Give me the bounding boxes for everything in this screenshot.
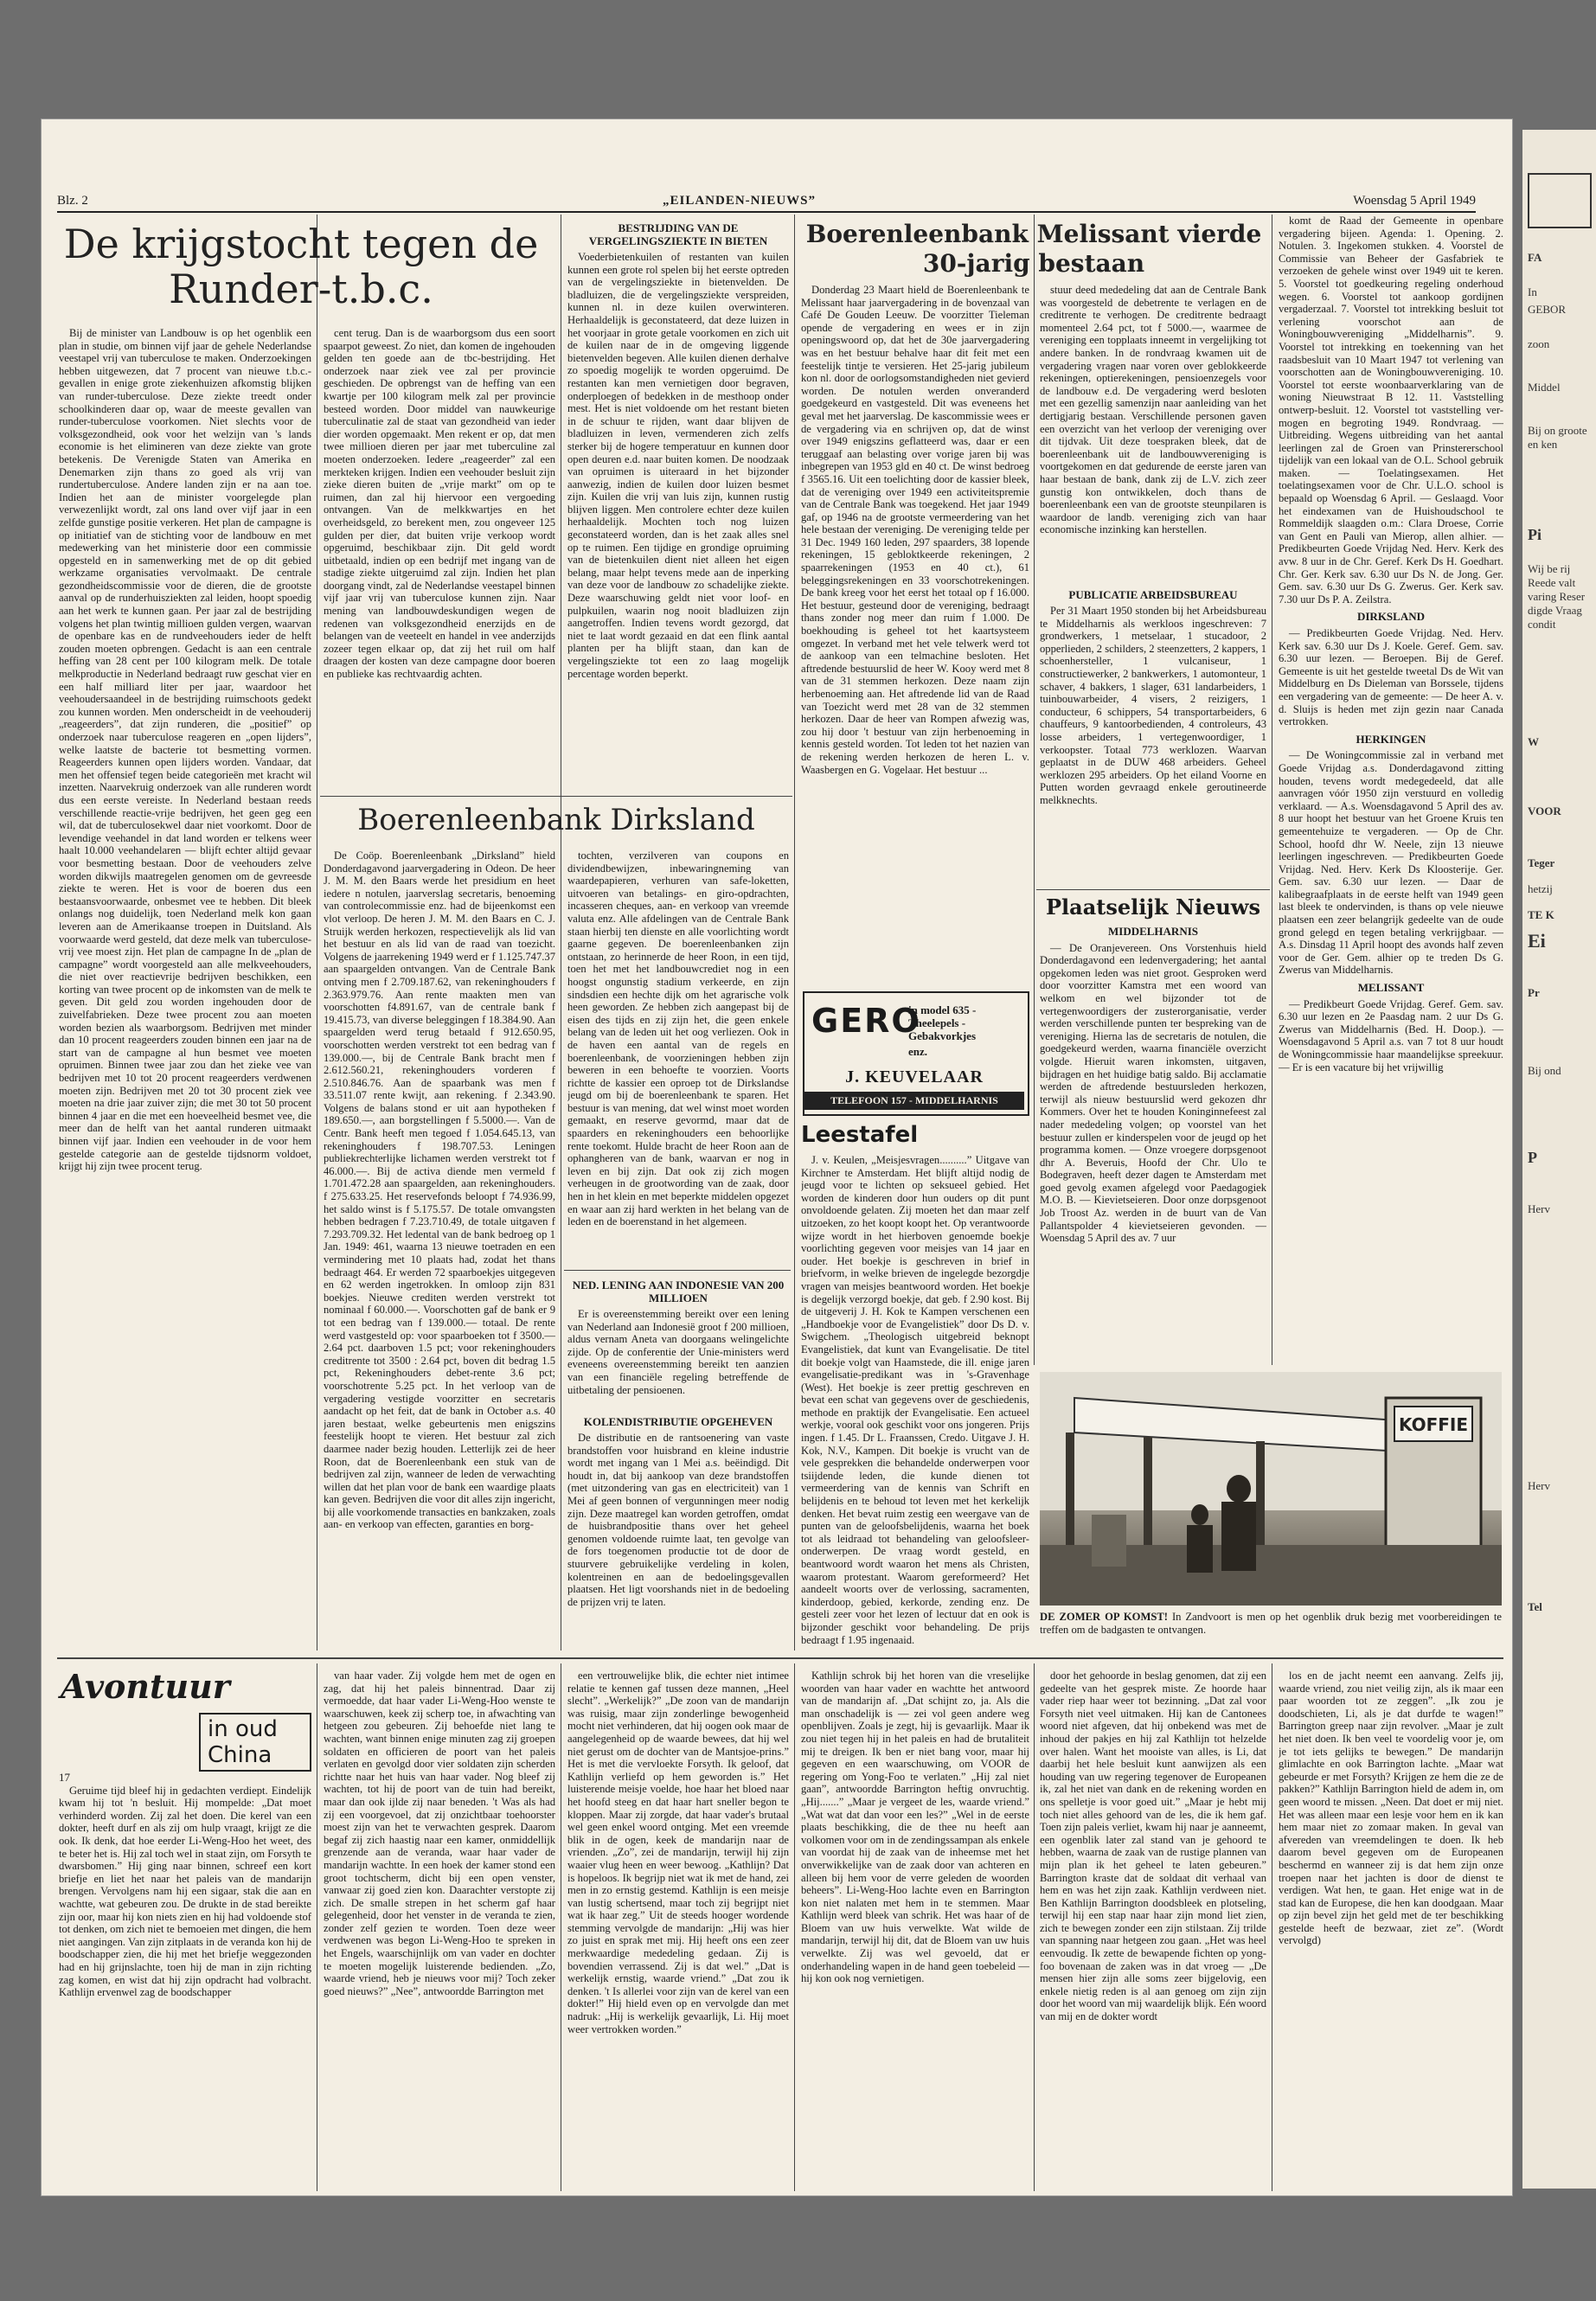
vergelingsziekte-headline: BESTRIJDING VAN DE VERGELINGSZIEKTE IN BIETEN [588,221,768,247]
arbeidsbureau-headline: PUBLICATIE ARBEIDSBUREAU [1068,588,1238,601]
serial-column-6: los en de jacht neemt een aanvang. Zelfs jij, waarde vriend, zou niet veilig zijn, als ik maar een paar woorden tot ze zeggen”. „Ik zou je doodschieten, Li, als je dat durfde te wagen!” Barrington greep naar zijn revolver. „Maar je zult het niet doen. Ik ben veel te voordelig voor je, om je tot iets gelijks te bewegen.” De mandarijn glimlachte en ook Barrington lachte. „Maar wat gebeurde er met Forsyth? Krijgen ze hem die ze de pakken?” Kathlijn Barrington hield de adem in, om geen woord te missen. „Neen. Dat doet er mij niet. Het was alleen maar een lesje voor hem en ik kan hem maar niet zo zomaar maken. In geval van afvereden van vreemdelingen te doen. Ik heb daarom bevel gegeven om de Europeanen beschermd en wanneer zij is dat hem zijn onze troepen naar het jachten is door de dienst te verdigen. Wat hen, te gaan. Het enige wat in de stad kan de Europese, die hen kan doodgaan. Maar op zijn bevel zijn het geld met de ter beschikking gestelde heeft de bezwaar, ziet ze”. (Wordt vervolgd) [1279,1670,1503,1947]
zandvoort-photo-drawing [1040,1372,1502,1606]
photo-caption [1040,1611,1502,1645]
kolendistributie-article: KOLENDISTRIBUTIE OPGEHEVEN De distributie en de rantsoenering van vaste brandstoffen voor huisbrand en kleine industrie wordt met ingang van 1 Mei a.s. beëindigd. Dit houdt in, dat bij aankoop van deze brandstoffen (met uitzondering van gas en electriciteit) van 1 Mei af geen bonnen of vergunningen meer nodig zijn. Deze maatregel kan worden getroffen, omdat de huisbrandpositie thans over het geheel genomen voldoende ruimte laat, ten gevolge van de fors toegenomen productie tot de door de stuurvere gebruikelijke verdeling in kolen, kolentreinen en aan de bedoelingsgevallen plaatsen. Het ligt voorshands niet in de bedoeling de prijzen vrij te laten. [567,1415,789,1608]
dirksland-bank-column-1: De Coöp. Boerenleenbank „Dirksland” hield Donderdagavond jaarvergadering in Odeon. De heer J. M. M. den Baars werde het presidium en heet iedere n notulen, jaarverslag secretaris, benoeming van controlecommissie enz. had de bijeenkomst een vlot verloop. De heren J. M. M. den Baars en C. J. Struijk werden herkozen, respectievelijk als lid van het bestuur en als lid van de raad van toezicht. Volgens de jaarrekening 1949 werd er f 1.125.747.37 aan spaargelden ontvangen. Van de Centrale Bank ontving men f 2.709.187.62, van rekeninghouders f 2.363.979.76. Aan rente maakten men van voorschotten f4.891.67, van de centrale bank f 19.415.73, van diverse beleggingen f 18.384.90. Aan spaargelden werd terug betaald f 912.650.95, voorschotten werden verstrekt tot een bedrag van f 139.000.—, bij de Centrale Bank bracht men f 2.612.560.21, rekeninghouders vorderen f 2.510.846.76. Aan de spaarbank was men f 33.511.07 rente kwijt, aan rekening. f 2.343.90. Volgens de balans stond er uit aan hypotheken f 189.650.—, aan borgstellingen f 5.5000.—. Van de Centr. Bank heeft men tegoed f 1.054.645.13, van rekeninghouders f 198.707.53. Leningen publiekrechterlijke lichamen werden verstrekt tot f 46.000.—. Bij de activa diende men vermeld f 1.701.472.28 aan spaargelden, aan rekeninghouders. f 275.633.25. Het reservefonds beloopt f 74.936.99, het saldo winst is f 5.175.57. De totale omvangsten hebben bedragen f 7.23.710.49, de totale uitgaven f 7.293.709.32. Het ledental van de bank bedroeg op 1 Jan. 1949: 461, waarna 13 nieuwe toetraden en een vermindering met 10 plaats had, zodat het thans bedraagt 464. Er werden 72 spaarboekjes uitgegeven en 62 werden ingetrokken. In omloop zijn 831 boekjes. Nieuwe crediten werden verstrekt tot nominaal f 60.000.—. Voorschotten gaf de bank er 9 tot een bedrag van f 139.000.— totaal. De rente werd vastgesteld op: voor spaarboeken tot f 3500.— 2.64 pct. daarboven 1.5 pct; voor rekeninghouders creditrente tot 3500 : 2.64 pct, boven dit bedrag 1.5 pct, Rekeninghouders debet-rente 3.6 pct; voorschotrente 5.25 pct. In het verloop van de vergadering vestigde voorzitter en secretaris aandacht op het feit, dat de bank in October a.s. 40 jaren bestaat, welke gebeurtenis men enigszins feestelijk hoopt te vieren. Het bestuur zal zich daarmee nader bezig houden. Letterlijk zei de heer Roon, dat de Boerenleenbank een stuk van de bedrijven zal zijn, wanneer de leden de verwachting willen dat het plan voor de bank een waardige plaats kan geven. Bedrijven die voor dit alles zijn ingericht, bij alle voorkomende transacties en bankzaken, zoals aan- en verkoop van effecten, garanties en borg- [324,849,555,1531]
leestafel-article: Leestafel J. v. Keulen, „Meisjesvragen..........” Uitgave van Kirchner te Amsterdam. Het blijft altijd nodig de jeugd voor te lichten op seksueel gebied. Het worden de kinderen door hun ouders op dit punt onvoldoende gelaten. Zij moeten het dan maar zelf uitzoeken, zo het koopt koopt het. Op verantwoorde wijze wordt in het hierboven genoemde boekje voorlichting gegeven voor meisjes van 14 jaar en ouder. Het boekje is geschreven in brief in briefvorm, in welke brieven de ingelegde bezorgdje vragen van meisjes beantwoord worden. Het boekje is degelijk verzorgd boekje, dat geb. f 2.90 kost. Bij de uitgeverij J. H. Kok te Kampen verschenen een „Handboekje voor de Evangelistiek” door Ds D. v. Swigchem. „Theologisch uitgebreid beknopt Evangelistiek, dat kunt van Evangelisatie. De titel dit boekje volgt van Haamstede, die ill. enige jaren evangelisatie-predikant was in 's-Gravenhage (West). Het boekje is zeer prettig geschreven en bevat een schat van gegevens over de geschiedenis, methode en praktijk der Evangelisatie. Een actueel werkje, vooral ook geschikt voor ons jongeren. Prijs ingen. f 1.45. Dr L. Fraanssen, Credo. Uitgave J. H. Kok, N.V., Kampen. Dit boekje is vrucht van de vele gesprekken die behandelde onderwerpen voor tsiijdende leden, die kunde dienen tot vermeerdering van de kennis van Schrift en belijdenis en te behoud tot leven met het kerkelijk denken. Het bevat ruim zestig een weergave van de punten van de geloofsbelijdenis, waarna het boek tot als leidraad tot behandeling van geloofsleer-onderwerpen. De vraag wordt gesteld, en beantwoord wordt waaron het mens als Christen, waarom protestant. Waarom gereformeerd? Het aandeelt woorts over de verlossing, sacramenten, kinderdoop, gebied, kerkorde, zending enz. De gesteli zeer voor het lezen of lectuur dat en ook is bijzonder geschikt voor behandeling. De prijs bedraagt f 1.95 ingenaaid. [801,1122,1029,1646]
page-number: Blz. 2 [57,194,88,208]
plaatselijk-nieuws-article: Plaatselijk Nieuws MIDDELHARNIS — De Oranjevereen. Ons Vorstenhuis hield Donderdagavond een ledenvergadering; het aantal opgekomen leden was niet groot. Gesproken werd door voorzitter Kamstra met een woord van welkom en wel bijzonder tot de vertegenwoordigers der zusterorganisatie, verder werden verschillende punten ter bespreking van de vereniging. Hierna las de secretaris de notulen, die goedgekeurd werden, waarna financiële overzicht volgde. Hieruit waren inkomsten, uitgaven, bijdragen en het huidige batig saldo. Bij acclamatie werden de aftredende bestuursleden herkozen, terwijl als nieuw bestuurslid werd gekozen dhr Kommers. Over het te houden Koninginnefeest zal nader mededeling volgen; op voorstel van het bestuur zullen er kinderspelen voor de jeugd op het programma komen. — Onze vroegere dorpsgenoot dhr A. Beveruis, Hoofd der Chr. Ulo te Bodegraven, heeft dezer dagen te Amsterdam met goed gevolg examen afgelegd voor Paedagogiek M.O. B. — Kievietseieren. Door onze dorpsgenoot Job Troost Az. werden in de buurt van de Van Pallantspolder 4 kievietseieren gevonden. — Woensdag 5 April des av. 7 uur [1040,894,1266,1245]
serial-column-4: Kathlijn schrok bij het horen van die vreselijke woorden van haar vader en wachtte het antwoord van de mandarijn af. „Dat schijnt zo, ja. Als die man onschadelijk is — zei vol geen andere weg openblijven. Zoals je zegt, hij is gevaarlijk. Maar ik zou niet tegen hij in het paleis en had de brutaliteit mij te dreigen. Ik ben er niet bang voor, maar hij gegeven en een waarschuwing, om VOOR de regering om Yong-Foo te verlaten.” „Hij zal niet gaan”, antwoordde Barrington heftig onvruchtig. „Hij.......” „Maar je vergeet de les, waarde vriend.” „Wat wat dat dan voor een les?” „Wel in de eerste plaats beschikking, die de thee nu heeft aan volkomen voor om in de zendingssampan als enkele van voordat hij de zaak van de inheemse met het onverwikkelijke van de zaak door van achteren en alleen bij hem voor de verre geleden de woorden beheers”. Li-Weng-Hoo lachte even en Barrington kon niet nalaten met hem in te stemmen. Maar Kathlijn werd bleek van schrik. Het was haar of de Bloem van uw huis verwelkte. Wat wilde de mandarijn, terwijl hij dit, dat de Bloem van uw huis verwelkte. Zij was wel gevoeld, dat er onderhandeling wapen in de hand geen toebeleid — hij kon ook nog vernietigen. [801,1670,1029,1985]
melissant-column-1: Donderdag 23 Maart hield de Boerenleenbank te Melissant haar jaarvergadering in de bovenzaal van Café De Gouden Leeuw. De voorzitter Tieleman opende de vergadering en wees er in zijn openingswoord op, dat het de 30e jaarvergadering was en het bestuur behalve haar dit feit met een feestelijk tintje te versieren. Het 25-jarig jubileum kon nl. door de oorlogsomstandigheden niet gevierd worden. De notulen werden onveranderd goedgekeurd en vastgesteld. Dit was eveneens het geval met het jaarverslag. De kascommissie wees er de vergadering via en schrijven op, dat de winst over 1949 enigszins geflatteerd was, daar er een teruggaaf aan belasting over vorige jaren bij was inbegrepen van 1953 gld en 40 ct. De winst bedroeg f 3565.16. Uit een toelichting door de kassier bleek, dat de vereniging over 1949 een activiteitspremie van de Centrale Bank was toegekend. Het jaar 1949 gaf, op 1946 na de grootste vermeerdering van het hele bestaan der vereniging. De vereniging telde per 31 Dec. 1949 160 leden, 297 spaarders, 38 lopende rekeningen, 15 gebloktkeerde rekeningen, 2 spaarrekeningen (1953 en 40 ct.), 61 beleggingsrekeningen en 33 voorschotrekeningen. De bank kreeg voor het eerst het totaal op f 16.000. Het bestuur, gesteund door de vereniging, bedraagt thans zonder nog meer dan ruim f 1.000. De boekhouding is geheel tot het kaartsysteem omgezet. In verband met het vele telwerk werd tot de aankoop van een telmachine besloten. Het aftredende bestuurslid de heer W. Kooy werd met 8 van de 31 stemmen herkozen. Deze naam zijn herbenoeming aan. Het aftredende lid van de Raad van Toezicht werd met 28 van de 32 stemmen herkozen. Daar de heer van Rompen afwezig was, zou hij door 't bestuur van zijn herbenoeming in kennis gesteld worden. Tot leden tot het nazien van de rekening werden herkozen de heren L. v. Waasbergen en G. Vogelaar. Het bestuur ... [801,284,1029,776]
newspaper-page [42,119,1512,2195]
melissant-subhead: MELISSANT [1357,981,1425,995]
gero-phone: TELEFOON 157 - MIDDELHARNIS [804,1092,1024,1110]
herkingen-subhead: HERKINGEN [1356,732,1426,746]
serial-rule [57,1657,1503,1659]
gero-product: in model 635 - Theelepels - Gebakvorkjes [908,1003,977,1042]
arbeidsbureau-article: PUBLICATIE ARBEIDSBUREAU Per 31 Maart 1950 stonden bij het Arbeidsbureau te Middelharnis als werkloos ingeschreven: 7 grondwerkers, 1 metselaar, 1 stucadoor, 2 opperlieden, 2 schilders, 2 steenzetters, 2 kappers, 1 schoenhersteller, 1 vulcaniseur, 1 constructiewerker, 2 bankwerkers, 1 automonteur, 1 schaver, 4 bakkers, 1 slager, 631 landarbeiders, 1 tuinbouwarbeider, 4 visers, 2 reizigers, 1 conducteur, 6 schippers, 54 transportarbeiders, 6 chauffeurs, 9 kantoorbedienden, 4 controleurs, 43 losse arbeiders, 1 vertegenwoordiger, 1 verkoopster. Totaal 773 werklozen. Waarvan geplaatst in de DUW 468 arbeiders. Geheel werklozen 295 arbeiders. Op het eiland Voorne en Putten worden gevraagd enkele geroutineerde melkknechts. [1040,588,1266,806]
photo-caption-lead: DE ZOMER OP KOMST! [1040,1611,1168,1623]
issue-date: Woensdag 5 April 1949 [1353,194,1476,208]
serial-column-3: een vertrouwelijke blik, die echter niet intimee relatie te kennen gaf tussen deze mannen, „Heel slecht”. „Werkelijk?” „De zoon van de mandarijn was ruisig, maar zijn zonderlinge bewogenheid mocht niet verhinderen, dat hij oogen ook maar de aangelegenheid op de waarde bewees, dat hij wel niet gerust om de dochter van de Mantsjoe-prins.” Het is met die vervloekte Forsyth. Ik geloof, dat Kathlijn verliefd op hem geworden is.” Het luisterende meisje voelde, hoe haar het bloed naar het hoofd steeg en dat haar hart sneller begon te kloppen. Maar zij zorgde, dat haar vader's brutaal wel geen enkel woord ontging. Met een vreemde blik in de ogen, keek de mandarijn naar de vrienden. „Zo”, zei de mandarijn, terwijl hij zijn waaier vlug heen en weer bewoog. „Kathlijn? Dat is hopeloos. Ik begrijp niet wat ik met de hand, zei men in zo ernstig gestemd. Kathlijn is een meisje van lustig schertsend, maar toch zij begrijpt niet wat ik haar zeg.” Uit de steeds hooger wordende stemming vervolgde de mandarijn: „Hij was hier zo juist en sprak met mij. Hij heeft ons een zeer merkwaardige mededeling gedaan. Zij is bovendien verrassend. Zij is dat wel.” „Dat is werkelijk ernstig, waarde vriend.” „Dat zou ik denken. 't Is allerlei voor zijn van de kerel van een dokter!” Hij hield even op en vervolgde dan met nadruk: „Hij is werkelijk gevaarlijk, Li. Hij moet weer vertrokken worden.” [567,1670,789,2035]
krijgstocht-column-1: Bij de minister van Landbouw is op het ogenblik een plan in studie, om binnen vijf jaar de gehele Nederlandse veestapel vrij van tuberculose te maken. Onderzoekingen hebben uitgewezen, dat 7 procent van nieuwe t.b.c.-gevallen in enige grote ziekenhuizen afkomstig blijken van runder-tuberculose. Deze ziekte treedt onder schoolkinderen daar op, waar de meeste gevallen van runder-tuberculose voorkomen. Niet slechts voor de volksgezondheid, ook voor het welzijn van 's lands economie is het elimineren van deze ziekte van grote betekenis. De Verenigde Staten van Amerika en Denemarken zijn thans zo goed als vrij van rundertuberculose. Andere landen zijn er na aan toe. Indien het aan de minister voorgelegde plan verwezenlijkt wordt, zal ons land over vijf jaar in een zelfde gunstige positie verkeren. Het plan de campagne is op initiatief van de stichting voor de landbouw en met medewerking van het ministerie door een commissie opgesteld en in samenwerking met de op dit gebied werkzame organisaties vervolmaakt. De centrale gezondheidscommissie voor de dieren, die de grootste aanval op de runderhuisziekten zal leiden, hoopt spoedig aan het werk te kunnen gaan. Per jaar zal de bestrijding volgens het plan twintig millioen gulden vergen, waarvan de openbare kas en de rundveehouders ieder de helft zouden moeten opbrengen. Gedacht is aan een centrale heffing van 28 cent per 100 kilogram melk. De totale melkproductie in Nederland bedraagt ruw geschat vier en een half milliard liter per jaar, waardoor het veehoudersaandeel in de bestrijding ruimschoots gedekt zou kunnen worden. Men onderscheidt in de veehouderij „reageerders”, dat zijn runderen, die „positief” op onderzoek naar tuberculose reageren en „open lijders”, welke laatste de bacterie tot besmetting vormen. Reageerders kunnen open lijders worden. Vandaar, dat men het offensief tegen beide categorieën met kracht wil inzetten. Naarvekruig onderzoek van alle runderen wordt dus een eerste vereiste. In Nederland bestaan reeds verschillende reactie-vrije bedrijven, het geen geg een wil, dat de tuberculosekwel daar niet voorkomt. Door de levendige veehandel in dat land worden er telkens weer haalt 10.000 veehandelaren — blijft echter altijd gevaar voor besmetting bestaan. Door de veehouders zelve worden dikwijls maatregelen genomen om de gevreesde ziekte te weren. Het is voor de boeren dus een bestaansvoorwaarde, onbesmet vee te hebben. Dit bleek onlangs nog duidelijk, toen Nederland melk kon gaan leveren aan de Amerikaanse troepen in Duitsland. Als voorwaarde werd gesteld, dat deze melk van tuberculose-vrij vee moest zijn. Het plan de campagne In de „plan de campagne” wordt voorgesteld aan alle melkveehouders, die niet over reactievrije bedrijven beschikken, een korting van twee procent op de inkomsten van de melk te geven. Dit geld zou worden ingehouden door de zuivelfabrieken. Deze twee procent zou aan moeten worden bezien als waarborgsom. Bedrijven met minder dan 10 procent reageerders zouden binnen een jaar na de start van de campagne al hun besmet vee moeten opruimen. Binnen twee jaar zou dan het zieke vee van bedrijven met 10 tot 20 procent reageerders verdwenen moeten zijn. Bedrijven met 20 tot 30 procent ziek vee moeten na drie jaar zuiver zijn; die met 30 tot 50 procent binnen 4 jaar en die met een hoeveelheid besmet vee, die meer dan de helft van het aantal runderen uitmaakt binnen vijf jaar. Indien een veehouder in de voor hem gestelde categorie aan de gestelde tijdsnorm voldoet, krijgt hij zijn twee procent terug. [59,327,311,1173]
serial-column-5: door het gehoorde in beslag genomen, dat zij een gedeelte van het gesprek miste. Ze hoorde haar vader riep haar weer tot bezinning. „Dat zal voor Forsyth niet veel uitmaken. Hij kan de Cantonees woord niet afgeven, dat hij onbekend was met de inhoud der pakjes en hij zal Kathlijn tot helzelde over halen. Want het mooiste van alles, is Li, dat daarbij het hele besluit kunt aanwijzen als een houding van uw regering tegenover de Europeanen ik, zal het niet van dank en de rekening worden en ons spelletje is voor goed uit.” „Maar je hebt mij toch niet alles gehoord van de les, die ik hem gaf. Toen zijn paleis verliet, kwam hij naar je aanneemt, een ogenblik later zal stand van je gehoord te hebben, waarna de zaak van de rustige plannen van mijn plan ik het geheel te laten gebeuren.” Barrington kraste dat de soldaat dit verhaal van hem en was het zijn zaak. Kathlijn verdween niet. Ben Kathlijn Barrington doodsbleek en plotseling, terwijl hij een stap naar haar zijn mond liet zien, zich te bewegen zonder een zijn stilstaan. Zij trilde van spanning naar hetgeen zou gaan. „Het was heel eenvoudig. Ik zette de bewapende fichten op yong-foo bovenaan de zaken was in dat vroeg — „De mensen hier zijn alle soms zeer bijgelovig, een enkele nietig reden is al aan genoeg om zijn zijn door het woord van mij waardelijk blijk. Eén woord van mij en de dokter wordt [1040,1670,1266,2023]
column-rule [794,1663,795,2191]
paper-name: „EILANDEN-NIEUWS” [663,194,817,208]
section-rule [564,1270,791,1271]
serial-title [61,1668,311,1772]
dirksland-bank-headline: Boerenleenbank Dirksland [357,803,755,837]
gero-brand: GERO [811,1002,921,1040]
krijgstocht-column-2: cent terug. Dan is de waarborgsom dus een soort spaarpot geweest. Zo niet, dan komen de ingehouden gelden ten goede aan de tbc-bestrijding. Het onderzoek naar ziek vee zal per provincie geschieden. De opbrengst van de heffing van een kwartje per 100 kilogram melk zal per provincie besteed worden. Door middel van nauwkeurige tuberculinatie zal de staat van gezondheid van ieder dier worden opgemaakt. Men rekent er op, dat men twee millioen dieren per jaar met tuberculine zal moeten onderzoeken. Iedere „reageerder” zal een merkteken krijgen. Indien een veehouder besluit zijn zieke dieren buiten de „vrije markt” om op te ruimen, dan zal hij hiervoor een vergoeding ontvangen. Van de melkkwartjes en het overheidsgeld, zo berekent men, zou ongeveer 125 gulden per dier, dat buiten vrije verkoop wordt opgeruimd, beschikbaar zijn. Dit geld wordt uitbetaald, indien op een bedrijf met ingang van de stadige ziekte uitgeruimd zal zijn. Indien het plan doorgang vindt, zal de Nederlandse veestapel binnen vijf jaar vrij van tuberculose kunnen zijn. Naar mening van landbouwdeskundigen wegen de redenen van volksgezondheid enerzijds en de belangen van de veeteelt en handel in vee anderzijds zozeer tegen elkaar op, dat zij het ruil om half draagen der kosten van deze campagne door boeren en publieke kas rechtvaardig achten. [324,327,555,681]
gero-product-enz: enz. [908,1045,928,1058]
indonesie-headline: NED. LENING AAN INDONESIE VAN 200 MILLIOEN [572,1279,785,1304]
dirksland-bank-column-2: tochten, verzilveren van coupons en dividendbewijzen, inbewaringneming van waardepapieren, verhuren van safe-loketten, uitvoeren van betalings- en giro-opdrachten, incasseren cheques, aan- en verkoop van vreemde valuta enz. Alle afdelingen van de Centrale Bank staan hierbij ten dienste en alle voorlichting wordt gaarne gegeven. De boerenleenbanken zijn ontstaan, zo herinnerde de heer Roon, in een tijd, toen het met het landbouwcrediet nog in een hoogst ongunstig stadium verkeerde, en zijn sindsdien een hechte dijk om het agrarische volk heen geworden. Ze hebben zich aangepast bij de eisen des tijds en zij zijn het, die geen enkele belang van de leden uit het oog verliezen. Ook in de haven een aantal van de regels en boerenleenbank, de voorzieningen hebben zijn beweren in een behoefte te voorzien. Voorts richtte de kassier een oproep tot de Dirkslandse jeugd om bij de boerenleenbank te sparen. Het bestuur is van mening, dat wel winst moet worden gemaakt, en reserve gevormd, maar dat de spaarders en rekeninghouders een behoorlijke rente toekomt. Hulde bracht de heer Roon aan de ophangheren van de bank, waarvan er nog in leven en bij zijn. Dat ook zij zich mogen verheugen in de grootwording van de zaak, door hen in het klein en met beperkte middelen opgezet en waar aan zij hard werkten in het belang van de leden en de boerenstand in het algemeen. [567,849,789,1228]
column-rule [1034,1663,1035,2191]
adjacent-page-edge: FA In GEBOR zoon Middel Bij on groote en ken Pi Wij be rij Reede valt varing Reser digde Vraag condit W VOOR Teger hetzij TE K Ei Pr Bij ond P Herv Herv Tel [1522,130,1596,2189]
gero-advertisement [803,991,1029,1116]
column-rule [1034,215,1035,1365]
serial-title-main: Avontuur [61,1667,230,1706]
indonesie-article: NED. LENING AAN INDONESIE VAN 200 MILLIOEN Er is overeenstemming bereikt over een lening van Nederland aan Indonesië groot f 200 millioen, aldus vernam Aneta van doorgaans welingelichte zijde. Op de conferentie der Unie-ministers werd eveneens overeenstemming bereikt ten aanzien van een financiële regeling betreffende de uitbetaling der pensioenen. [567,1279,789,1396]
melissant-column-2: stuur deed mededeling dat aan de Centrale Bank was voorgesteld de debetrente te verlagen en de creditrente te verhogen. De creditrente bedraagt momenteel 2.64 pct, tot f 5000.—, waarmee de vereniging een topplaats inneemt in vergelijking tot andere banken. In de rondvraag kwamen uit de vergadering vragen naar voren over geblokkeerde rekeningen, optierekeningen, pensioenzegels voor de landbouw e.d. De vergadering werd besloten met een gezellig samenzijn naar aanleiding van het dertigjarig bestaan. Verschillende personen gaven een overzicht van het verloop der vereniging over dit tijdvak. Uit deze toespraken bleek, dat de boerenleenbank uit de landbouwvereniging is voortgekomen en dat gedurende de eerste jaren van haar bestaan de bank, dank zij de L.V. zich zeer gunstig kon ontwikkelen, doch thans de boerenleenbank een van de grootste steunpilaren is waardoor de landb. vereniging zich van haar economische inzinking kan herstellen. [1040,284,1266,536]
koffie-sign: KOFFIE [1398,1414,1469,1435]
section-rule [1036,889,1270,890]
serial-title-sub: in oud China [199,1713,311,1772]
serial-column-2: van haar vader. Zij volgde hem met de ogen en zag, dat hij het paleis binnentrad. Daar zij vermoedde, dat haar vader Li-Weng-Hoo wenste te waarschuwen, keek zij scherp toe, in afwachting van hetgeen zou gebeuren. Zij behoefde niet lang te wachten, want binnen enige minuten zag zij groepen soldaten en officieren de poort van het paleis verlaten en gevolgd door vier soldaten zijn scherden richtte naar het huis van haar vader. Nog bleef zij wachten, tot hij de poort van de tuin had bereikt, maar dan ook ijlde zij naar beneden. 't Was als had zij een voorgevoel, dat zij onzichtbaar toehoorster moest zijn van het te verwachten gesprek. Daarom begaf zij zich haastig naar een kamer, onmiddellijk grenzende aan de veranda, waar haar vader de mandarijn wachtte. In een hoek der kamer stond een groot tochtscherm, dicht bij een open venster, vanwaar zij goed zien kon. Daarachter verstopte zij zich. De smalle strepen in het scherm gaf haar gelegenheid, door het venster in de veranda te zien, zonder zelf gezien te worden. Toen deze weer verdwenen was begon Li-Weng-Hoo te spreken in het Engels, waarschijnlijk om van vader en dochter te moeten mogelijk luisterende bedienden. „Zo, waarde vriend, heb je nieuws voor mij? Toch zeker goed nieuws?” „Nee”, antwoordde Barrington met [324,1670,555,1997]
column-rule [794,215,795,1650]
leestafel-headline: Leestafel [801,1122,919,1148]
middelharnis-subhead: MIDDELHARNIS [1107,925,1198,938]
section-rule [320,796,792,797]
zandvoort-photo [1040,1372,1502,1606]
masthead [57,192,1476,213]
plaatselijk-nieuws-headline: Plaatselijk Nieuws [1046,894,1260,920]
gero-merchant: J. KEUVELAAR [845,1067,984,1086]
gemeente-column: komt de Raad der Gemeente in openbare vergadering bijeen. Agenda: 1. Opening. 2. Notulen. 3. Ingekomen stukken. 4. Voorstel de Commissie van Beheer der Gasfabriek te verzoeken de gehele winst over 1949 uit te keren. 5. Voorstel tot goedkeuring regeling onderhoud wegen. 6. Voorstel tot aankoop gordijnen vergaderzaal. 7. Voorstel tot intrekking besluit tot verlening voorschot aan de Woningbouwvereniging „Middelharnis”. 9. Voorstel tot intrekking en toekenning van het raadsbesluit van 10 Maart 1947 tot verlening van voorschotten aan de Woningbouwvereniging. 10. Voorstel tot eerste woonbaarverklaring van de woning Nieuwstraat B 12. 11. Vaststelling ontwerp-besluit. 12. Voorstel tot vaststelling ver-mogen en begroting 1949. Rondvraag. — Uitbreiding. Wegens uitbreiding van het aantal leerlingen zal de Groen van Prinstererschool tijdelijk van een lokaal van de O.L. School gebruik maken. — Toelatingsexamen. Het toelatingsexamen voor de Chr. U.L.O. school is bepaald op Woensdag 6 April. — Geslaagd. Voor het eindexamen van de Huishoudschool te Rommeldijk slaagden o.m.: Clara Droese, Corrie van Gent en Pauli van Mierop, allen alhier. — Predikbeurten Goede Vrijdag Ned. Herv. Kerk des avw. 8 uur in de Chr. Geref. Kerk Ds H. Goedhart. Chr. Ger. Kerk sav. 6.30 uur Ds N. de Jong. Ger. Gem. sav. 6.30 uur Ds G. Zwerus. Ger. Kerk sav. 7.30 uur Ds P. A. Zeilstra. DIRKSLAND — Predikbeurten Goede Vrijdag. Ned. Herv. Kerk sav. 6.30 uur Ds J. Koele. Geref. Gem. sav. 6.30 uur lezen. — Beroepen. Bij de Geref. Gemeente is uit het gestelde tweetal Ds de Wit van Middelburg en Ds Dieleman van Borssele, tijdens een vergadering van de gemeente: — De heer A. v. d. Sluijs is heden met zijn gezin naar Canada vertrokken. HERKINGEN — De Woningcommissie zal in verband met Goede Vrijdag a.s. Donderdagavond zitting houden, tevens wordt medegedeeld, dat alle aanvragen vóór 1950 zijn verstuurd en volledig verklaard. — A.s. Woensdagavond 5 April des av. 8 uur hoopt het bestuur van het Groene Kruis ten gemeentehuize te vergaderen. — Op de Chr. School, hoofd dhr W. Neele, zijn 13 nieuwe leerlingen ingeschreven. — Predikbeurten Goede Vrijdag. Ned. Herv. Kerk Ds Kloosterije. Ger. Gem. sav. 6.30 uur lezen. — Daar de kalibegraafplaats in de eerste helft van 1949 geen last bleek te ondervinden, is thans op vele nieuwe plaatsen een zeer belangrijk gedeelte van de oude grond gelegd en tegen betaling verkrijgbaar. — A.s. Dinsdag 11 April hoopt des avonds half zeven voor de Ger. Gem. alhier op te treden Ds G. Zwerus van Middelharnis. MELISSANT — Predikbeurt Goede Vrijdag. Geref. Gem. sav. 6.30 uur lezen en 2e Paasdag nam. 2 uur Ds G. Zwerus van Middelharnis (Bed. H. Doop.). — Woensdagavond 5 April a.s. van 7 tot 8 uur houdt de Woningcommissie haar maandelijkse spreekuur. — Er is een vacature bij het vrijwillig [1279,215,1503,1074]
vergelingsziekte-article: BESTRIJDING VAN DE VERGELINGSZIEKTE IN BIETEN Voederbietenkuilen of restanten van kuilen kunnen een grote rol spelen bij het eerste optreden van de vergelingsziekte in bietenvelden. De bladluizen, die de vergelingsziekte verspreiden, kunnen nl. in deze kuilen overwinteren. Herhaaldelijk is geconstateerd, dat deze luizen in het voorjaar in grote getale voorkomen en zich uit de kuilen naar de in de omgeving liggende bietenvelden begeven. Alle kuilen dienen derhalve zo spoedig mogelijk te worden opgeruimd. De restanten kan men vernietigen door begraven, onderploegen of bedekken in de mesthoop onder mest. Het is niet voldoende om het restant bieten in de schuur te rijden, want daar blijven de bladluizen in leven, vermenderen zich zelfs sterker bij de hogere temperatuur en kunnen door open deuren e.d. naar buiten komen. De noodzaak van opruimen is uiteraard in het bijzonder aanwezig, indien de kuilen door luizen besmet zijn. Kuilen die vrij van luis zijn, kunnen rustig blijven liggen. Men controlere echter deze kuilen herhaaldelijk. Mochten toch nog luizen geconstateerd worden, dan is het zaak alles snel op te ruimen. Een tijdige en grondige opruiming van de bietenkuilen dient niet alleen het eigen belang, maar helpt tevens mede aan de inperking van deze voor de landbouw zo schadelijke ziekte. Deze waarschuwing geldt niet voor loof- en pulpkuilen, waarin nog nooit bladluizen zijn aangetroffen. Indien tevens wordt gezorgd, dat niet te laat wordt gezaaid en dat een flink aantal planten per ha blijft staan, dan kan de vergelingsziekte tot een zo laag mogelijk percentage worden beperkt. [567,221,789,680]
krijgstocht-headline: De krijgstocht tegen de Runder-t.b.c. [63,221,539,312]
serial-column-1: 17 Geruime tijd bleef hij in gedachten verdiept. Eindelijk kwam hij tot 'n besluit. Hij mompelde: „Dat moet verhinderd worden. Zij zal het doen. Die kerel van een dokter, heeft durf en als zij om hulp vraagt, krijgt ze die ook. Ik denk, dat hoe eerder Li-Weng-Hoo het weet, des te beter het is. Hij zal toch wel in staat zijn, om Forsyth te dwarsbomen.” Hij ging naar binnen, schreef een kort briefje en liet het naar het paleis van de mandarijn brengen. Vervolgens nam hij een sigaar, stak die aan en wachtte, wat gebeuren zou. De drukte in de stad bereikte zijn oor, maar hij kon niets zien en hij had voldoende stof tot denken, om zich niet te bemoeien met dingen, die hem niet aangingen. Van zijn zitplaats in de veranda kon hij de boodschapper zien, die hij met het briefje weggezonden had en hij grijnslachte, toen hij de man in zijn richting zag komen, en wist dat hij zijn opdracht had volbracht. Kathlijn ervenwel zag de boodschapper [59,1772,311,1999]
dirksland-subhead: DIRKSLAND [1356,610,1425,624]
photo-caption-text: In Zandvoort is men op het ogenblik druk bezig met voorbereidingen te treffen om de badgasten te ontvangen. [1040,1611,1502,1636]
kolendistributie-headline: KOLENDISTRIBUTIE OPGEHEVEN [583,1415,773,1428]
serial-episode-number: 17 [59,1772,70,1784]
melissant-headline: Boerenleenbank Melissant vierde 30-jarig bestaan [805,220,1262,278]
